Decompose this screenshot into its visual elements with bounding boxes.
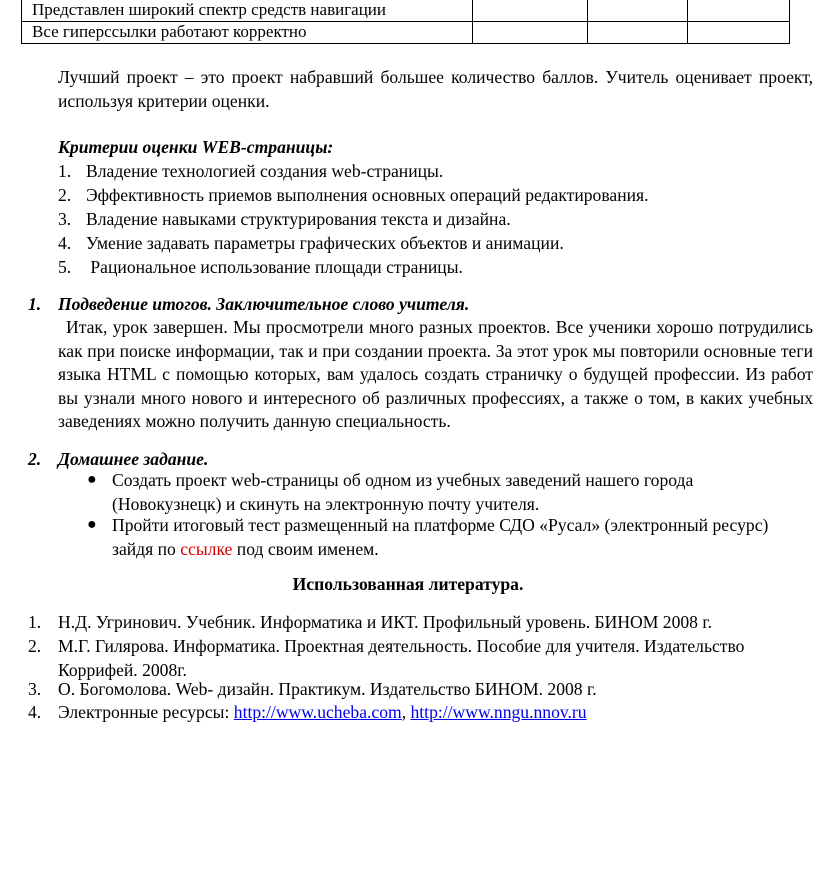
- table-cell: [472, 0, 588, 22]
- literature-title: Использованная литература.: [292, 574, 524, 594]
- list-item: 1. Н.Д. Угринович. Учебник. Информатика и ИКТ. Профильный уровень. БИНОМ 2008 г.: [28, 612, 712, 632]
- ucheba-link[interactable]: http://www.ucheba.com: [233, 702, 402, 722]
- table-cell: [688, 0, 790, 22]
- list-item: 3. Владение навыками структурирования текста и дизайна.: [58, 209, 511, 229]
- bullet-icon: ●: [87, 516, 97, 533]
- homework-item: Пройти итоговый тест размещенный на платформе СДО «Русал» (электронный ресурс) зайдя по ссылке под своим именем.: [112, 515, 769, 559]
- section1-heading: 1. Подведение итогов. Заключительное слово учителя.: [28, 294, 470, 314]
- criteria-title: Критерии оценки WEB-страницы:: [58, 137, 334, 157]
- table-row: [22, 0, 790, 22]
- homework-item: Создать проект web-страницы об одном из учебных заведений нашего города (Новокузнецк) и скинуть на электронную почту учителя.: [112, 470, 694, 514]
- table-cell-label: Представлен широкий спектр средств навигации: [22, 0, 473, 22]
- list-item: 1. Владение технологией создания web-страницы.: [58, 161, 444, 181]
- list-item: 2. Эффективность приемов выполнения основных операций редактирования.: [58, 185, 649, 205]
- table-cell: [588, 0, 688, 22]
- list-item: 5. Рациональное использование площади страницы.: [58, 257, 463, 277]
- bullet-icon: ●: [87, 471, 97, 488]
- nngu-link[interactable]: http://www.nngu.nnov.ru: [410, 702, 587, 722]
- table-row: [22, 22, 790, 44]
- table-cell: [472, 22, 588, 44]
- list-item: 2. М.Г. Гилярова. Информатика. Проектная деятельность. Пособие для учителя. Издательство Коррифей. 2008г.: [28, 636, 745, 680]
- section2-heading: 2. Домашнее задание.: [28, 449, 209, 469]
- list-item: 3. О. Богомолова. Web- дизайн. Практикум. Издательство БИНОМ. 2008 г.: [28, 679, 597, 699]
- table-cell: [588, 22, 688, 44]
- criteria-table: [21, 0, 790, 44]
- intro-paragraph: Лучший проект – это проект набравший большее количество баллов. Учитель оценивает проект, используя критерии оценки.: [58, 67, 813, 111]
- table-cell: [688, 22, 790, 44]
- list-item: 4. Электронные ресурсы: http://www.ucheba.com, http://www.nngu.nnov.ru: [28, 702, 587, 722]
- test-link[interactable]: ссылке: [180, 539, 233, 559]
- table-cell-label: Все гиперссылки работают корректно: [22, 22, 473, 44]
- list-item: 4. Умение задавать параметры графических объектов и анимации.: [58, 233, 564, 253]
- section1-paragraph: Итак, урок завершен. Мы просмотрели много разных проектов. Все ученики хорошо потрудились как при поиске информации, так и при создании проекта. За этот урок мы повторили основные теги языка HTML с помощью которых, вам удалось создать страничку о будущей профессии. Из работ вы узнали много нового и интересного об различных профессиях, а также о том, в каких учебных заведениях можно получить данную специальность.: [58, 317, 813, 431]
